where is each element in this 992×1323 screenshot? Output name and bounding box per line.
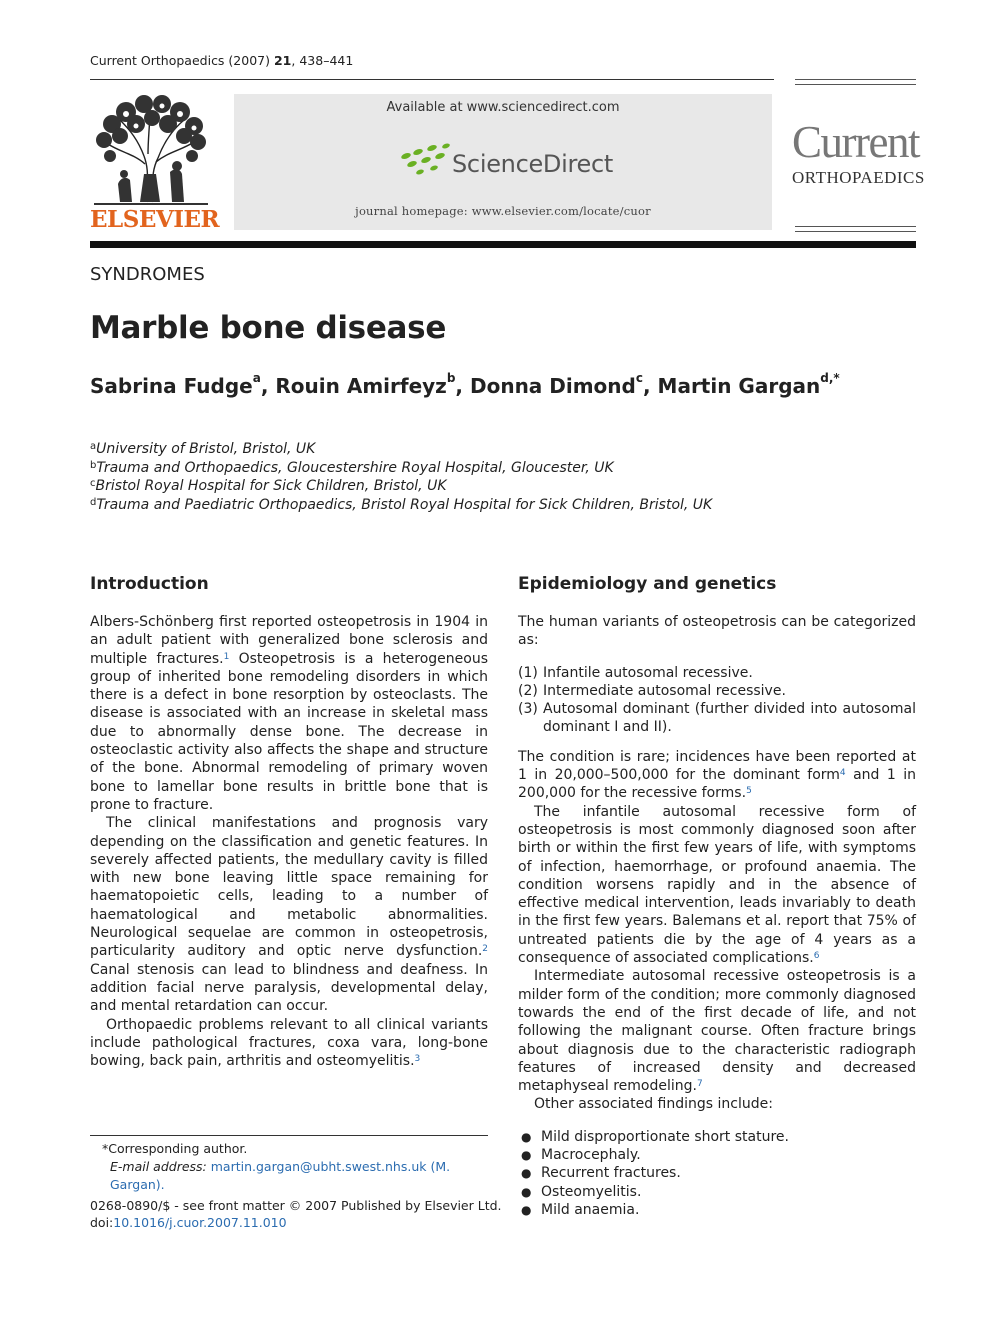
paragraph: The human variants of osteopetrosis can be categorized as: <box>518 614 916 649</box>
paragraph <box>90 814 488 1015</box>
doi-link[interactable]: 10.1016/j.cuor.2007.11.010 <box>113 1215 287 1230</box>
paragraph-text: Osteopetrosis is a heterogeneous group of inherited bone remodeling disorders in which there is a defect in bone resorption by osteoclasts. The disease is associated with an increase in skeletal mass due to abnormally dense bone. The decrease in osteoclastic activity also affects the shape and structure of the bone. Abnormal remodeling of primary woven bone to lamellar bone results in brittle bone that is prone to fracture. <box>90 650 488 813</box>
journal-logo-rule-top-2 <box>795 84 916 85</box>
bullet-icon: ● <box>521 1184 532 1199</box>
footnote-rule <box>90 1135 488 1136</box>
author-affil-mark: a <box>252 371 261 385</box>
header-rule <box>90 79 774 80</box>
list-number: (3) <box>518 701 538 718</box>
affiliation <box>90 496 712 515</box>
journal-logo-orthopaedics: ORTHOPAEDICS <box>792 168 925 187</box>
introduction-heading: Introduction <box>90 574 209 594</box>
epidemiology-heading: Epidemiology and genetics <box>518 574 777 594</box>
list-text: Mild disproportionate short stature. <box>541 1128 789 1145</box>
journal-logo-rule-bottom <box>795 226 916 227</box>
journal-name: Current Orthopaedics (2007) <box>90 53 270 68</box>
available-at-text[interactable]: Available at www.sciencedirect.com <box>386 100 620 115</box>
list-item <box>518 1183 916 1201</box>
paragraph <box>518 967 916 1095</box>
citation-ref[interactable]: 6 <box>813 951 820 962</box>
citation-ref[interactable]: 5 <box>746 786 752 797</box>
affiliation-mark: b <box>90 459 97 471</box>
list-item <box>518 1201 916 1219</box>
affiliation-mark: a <box>90 441 97 452</box>
affiliation-mark: c <box>90 478 96 489</box>
findings-list <box>518 1128 916 1219</box>
email-link[interactable]: martin.gargan@ubht.swest.nhs.uk (M. Gargan). <box>110 1159 451 1192</box>
email-label: E-mail address: <box>110 1159 207 1174</box>
journal-logo-rule-top <box>795 79 916 80</box>
paragraph-text: and 1 in 200,000 for the recessive forms. <box>518 767 916 802</box>
journal-citation <box>90 53 353 68</box>
paragraph-text: Albers-Schönberg first reported osteopetrosis in 1904 in an adult patient with generalized bone sclerosis and multiple fractures. <box>90 614 488 667</box>
citation-ref[interactable]: 4 <box>839 768 846 779</box>
list-item <box>518 700 916 737</box>
list-text: Mild anaemia. <box>541 1201 640 1218</box>
citation-ref[interactable]: 1 <box>223 651 230 662</box>
author-separator: , <box>455 374 470 398</box>
paragraph <box>518 803 916 968</box>
journal-volume: 21 <box>273 53 292 68</box>
corresponding-author: *Corresponding author. <box>102 1141 248 1156</box>
email-line <box>90 1158 488 1194</box>
section-label: SYNDROMES <box>90 264 205 285</box>
list-text: Intermediate autosomal recessive. <box>543 682 786 699</box>
author-name: Sabrina Fudge <box>90 374 253 398</box>
citation-ref[interactable]: 3 <box>414 1054 421 1065</box>
paragraph-text: Orthopaedic problems relevant to all clinical variants include pathological fractures, coxa vara, long-bone bowing, back pain, arthritis and osteomyelitis. <box>90 1016 488 1070</box>
affiliation-text: Trauma and Paediatric Orthopaedics, Bristol Royal Hospital for Sick Children, Bristol, UK <box>96 496 713 513</box>
affiliation-text: Trauma and Orthopaedics, Gloucestershire Royal Hospital, Gloucester, UK <box>96 459 614 476</box>
list-number: (2) <box>518 682 538 699</box>
paragraph <box>518 748 916 803</box>
paragraph <box>90 1016 488 1071</box>
paragraph-text: The condition is rare; incidences have been reported at 1 in 20,000–500,000 for the dominant form <box>518 748 916 784</box>
author-separator: , <box>642 374 658 398</box>
bullet-icon: ● <box>521 1202 532 1217</box>
affiliation-text: Bristol Royal Hospital for Sick Children, Bristol, UK <box>95 478 447 494</box>
author-name: Donna Dimond <box>469 374 636 398</box>
author-separator: , <box>260 374 276 398</box>
list-text: Macrocephaly. <box>541 1147 641 1164</box>
list-item <box>518 1128 916 1146</box>
list-item <box>518 664 916 682</box>
author-list <box>90 371 840 398</box>
paragraph <box>90 613 488 814</box>
paragraph-text: Intermediate autosomal recessive osteopetrosis is a milder form of the condition; more commonly diagnosed towards the end of the first decade of life, and not following the malignant course. Often fracture brings about diagnosis due to the characteristic radiograph features of increased density and decreased metaphyseal remodeling. <box>518 968 916 1095</box>
doi-label: doi: <box>90 1215 114 1230</box>
list-item <box>518 1146 916 1164</box>
sciencedirect-logo-text: ScienceDirect <box>452 150 613 178</box>
elsevier-logo-text: ELSEVIER <box>90 206 220 233</box>
author-affil-mark: b <box>446 371 456 385</box>
paragraph-text: Canal stenosis can lead to blindness and deafness. In addition facial nerve paralysis, developmental delay, and mental retardation can occur. <box>90 961 488 1015</box>
author-name: Rouin Amirfeyz <box>275 374 447 398</box>
header-thick-rule <box>90 241 916 248</box>
footnote <box>90 1140 488 1194</box>
epidemiology-body <box>518 613 916 1219</box>
bullet-icon: ● <box>521 1148 532 1163</box>
citation-ref[interactable]: 7 <box>696 1079 703 1090</box>
journal-homepage-text[interactable]: journal homepage: www.elsevier.com/locate/cuor <box>355 204 651 218</box>
article-title: Marble bone disease <box>90 310 447 346</box>
paragraph: Other associated findings include: <box>534 1096 773 1113</box>
list-text: Osteomyelitis. <box>541 1183 642 1200</box>
bullet-icon: ● <box>521 1166 532 1181</box>
list-number: (1) <box>518 664 538 681</box>
author-affil-mark: c <box>635 371 643 385</box>
bullet-icon: ● <box>521 1129 532 1144</box>
legal-info <box>90 1197 502 1231</box>
paragraph-text: The clinical manifestations and prognosis vary depending on the classification and genetic features. In severely affected patients, the medullary cavity is filled with new bone leaving little space remaining for haematopoietic cells, leading to a number of haematological and metabolic abnormalities. Neurological sequelae are common in osteopetrosis, particularity auditory and optic nerve dysfunction. <box>90 815 488 960</box>
affiliation <box>90 477 712 496</box>
introduction-body <box>90 613 488 1070</box>
citation-ref[interactable]: 2 <box>482 944 488 955</box>
list-text: Infantile autosomal recessive. <box>543 664 753 681</box>
list-item <box>518 1164 916 1182</box>
affiliation-mark: d <box>90 496 97 508</box>
paragraph-text: The infantile autosomal recessive form of osteopetrosis is most commonly diagnosed soon after birth or within the first few years of life, with symptoms of infection, haemorrhage, or profound anaemia. The condition worsens rapidly and in the absence of effective medical intervention, leads invariably to death in the first few years. Balemans et al. report that 75% of untreated patients die by the age of 4 years as a consequence of associated complications. <box>518 803 916 967</box>
list-text: Recurrent fractures. <box>541 1165 681 1182</box>
affiliation-text: University of Bristol, Bristol, UK <box>96 441 316 457</box>
variant-list <box>518 664 916 737</box>
list-item <box>518 682 916 700</box>
author-name: Martin Gargan <box>657 374 821 398</box>
doi-line <box>90 1214 502 1231</box>
affiliation <box>90 440 712 459</box>
author-affil-mark: d,* <box>820 371 840 385</box>
journal-logo-current: Current <box>792 117 919 167</box>
affiliation-list <box>90 440 712 514</box>
affiliation <box>90 459 712 478</box>
list-text: Autosomal dominant (further divided into autosomal dominant I and II). <box>543 701 916 736</box>
journal-logo-rule-bottom-2 <box>795 231 916 232</box>
journal-pages: , 438–441 <box>291 53 354 68</box>
front-matter-line: 0268-0890/$ - see front matter © 2007 Published by Elsevier Ltd. <box>90 1198 502 1213</box>
